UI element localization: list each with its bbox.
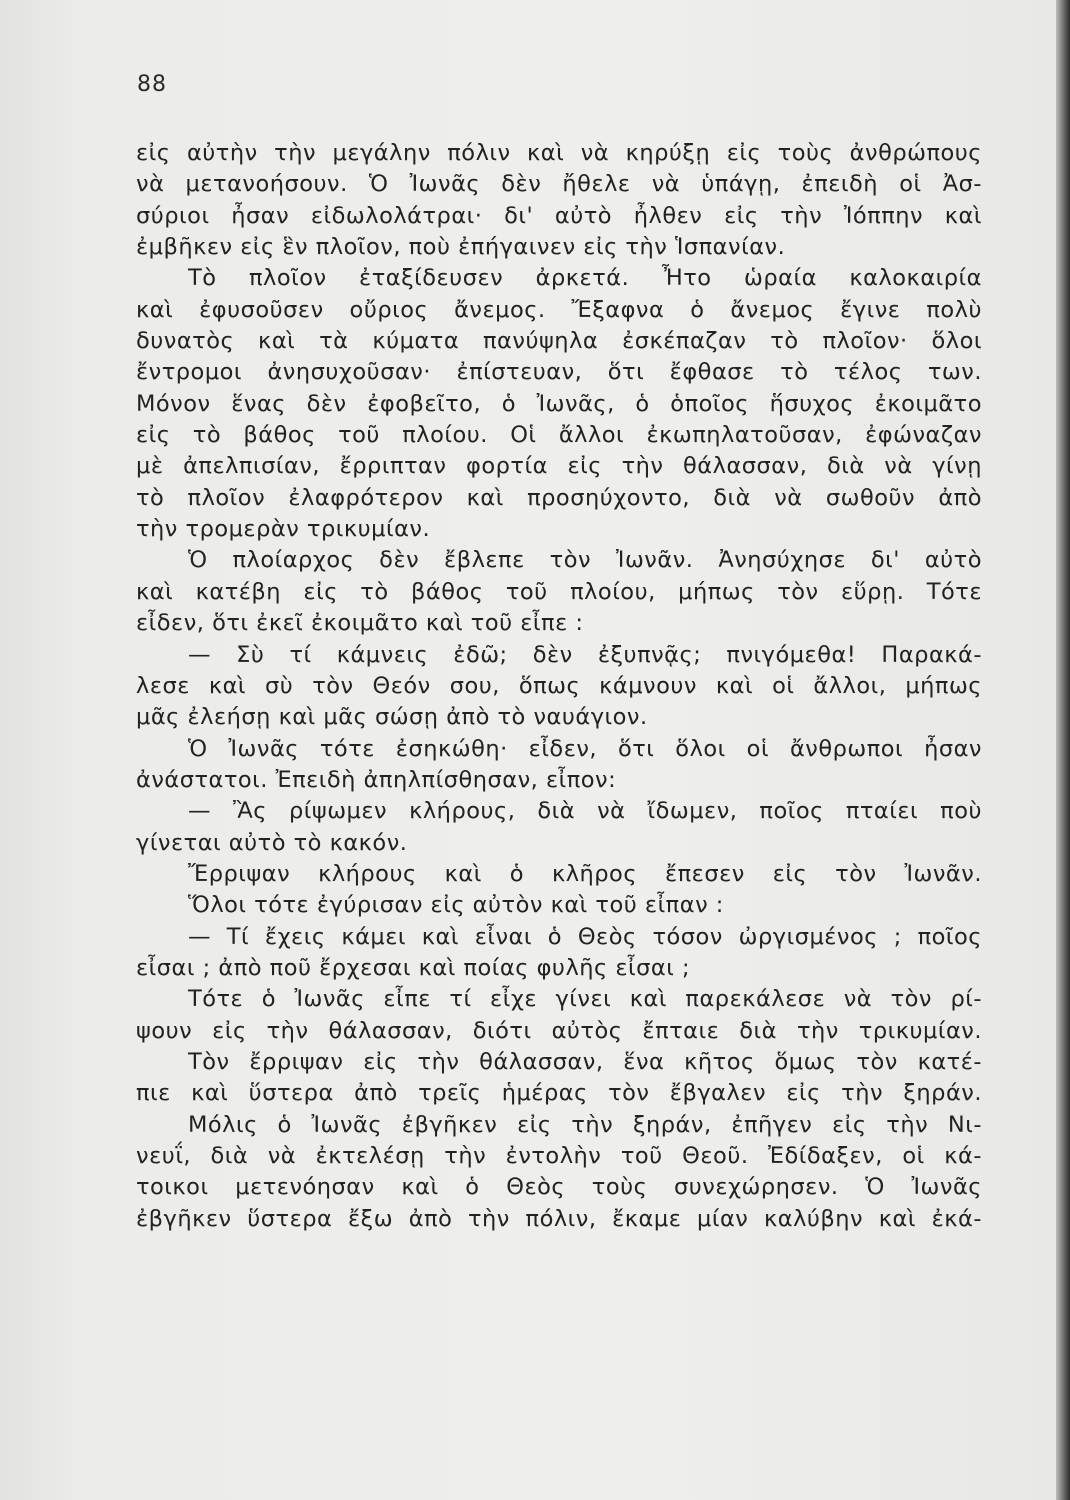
text-line: καὶ ἐφυσοῦσεν οὔριος ἄνεμος. Ἔξαφνα ὁ ἄνεμος ἔγινε πολὺ: [136, 296, 982, 323]
text-line: εἶσαι ; ἀπὸ ποῦ ἔρχεσαι καὶ ποίας φυλῆς εἶσαι ;: [136, 954, 691, 981]
text-line: Ἔρριψαν κλήρους καὶ ὁ κλῆρος ἔπεσεν εἰς τὸν Ἰωνᾶν.: [188, 860, 982, 887]
text-line: ἔντρομοι ἀνησυχοῦσαν· ἐπίστευαν, ὅτι ἔφθασε τὸ τέλος των.: [136, 359, 982, 386]
text-line: μὲ ἀπελπισίαν, ἔρριπταν φορτία εἰς τὴν θάλασσαν, διὰ νὰ γίνῃ: [136, 453, 982, 480]
text-line: ἐβγῆκεν ὕστερα ἔξω ἀπὸ τὴν πόλιν, ἔκαμε μίαν καλύβην καὶ ἐκά-: [136, 1205, 982, 1232]
text-line: Ὁ πλοίαρχος δὲν ἔβλεπε τὸν Ἰωνᾶν. Ἀνησύχησε δι' αὐτὸ: [188, 547, 982, 574]
text-line: εἶδεν, ὅτι ἐκεῖ ἐκοιμᾶτο καὶ τοῦ εἶπε :: [136, 610, 584, 637]
text-line: τοικοι μετενόησαν καὶ ὁ Θεὸς τοὺς συνεχώρησεν. Ὁ Ἰωνᾶς: [136, 1174, 982, 1201]
text-line: Ὁ Ἰωνᾶς τότε ἐσηκώθη· εἶδεν, ὅτι ὅλοι οἱ ἄνθρωποι ἦσαν: [188, 735, 982, 762]
text-line: ψουν εἰς τὴν θάλασσαν, διότι αὐτὸς ἔπταιε διὰ τὴν τρικυμίαν.: [136, 1017, 982, 1044]
body-text: [136, 138, 982, 1235]
text-line: τὸ πλοῖον ἐλαφρότερον καὶ προσηύχοντο, διὰ νὰ σωθοῦν ἀπὸ: [136, 484, 982, 511]
text-line: Τὸ πλοῖον ἐταξίδευσεν ἀρκετά. Ἦτο ὡραία καλοκαιρία: [188, 265, 982, 292]
text-line: μᾶς ἐλεήσῃ καὶ μᾶς σώσῃ ἀπὸ τὸ ναυάγιον.: [136, 704, 648, 731]
text-line: δυνατὸς καὶ τὰ κύματα πανύψηλα ἐσκέπαζαν τὸ πλοῖον· ὅλοι: [136, 328, 982, 355]
text-line: καὶ κατέβη εἰς τὸ βάθος τοῦ πλοίου, μήπως τὸν εὕρῃ. Τότε: [136, 578, 982, 605]
text-line: νὰ μετανοήσουν. Ὁ Ἰωνᾶς δὲν ἤθελε νὰ ὑπάγῃ, ἐπειδὴ οἱ Ἀσ-: [136, 171, 982, 198]
text-line: σύριοι ἦσαν εἰδωλολάτραι· δι' αὐτὸ ἦλθεν εἰς τὴν Ἰόππην καὶ: [136, 202, 982, 229]
text-line: λεσε καὶ σὺ τὸν Θεόν σου, ὅπως κάμνουν καὶ οἱ ἄλλοι, μήπως: [136, 672, 982, 699]
text-line: — Τί ἔχεις κάμει καὶ εἶναι ὁ Θεὸς τόσον ὠργισμένος ; ποῖος: [188, 923, 982, 950]
text-line: ἀνάστατοι. Ἐπειδὴ ἀπηλπίσθησαν, εἶπον:: [136, 766, 617, 793]
page-edge-shadow: [1056, 0, 1070, 1500]
page-number: 88: [137, 72, 167, 97]
text-line: — Σὺ τί κάμνεις ἐδῶ; δὲν ἐξυπνᾷς; πνιγόμεθα! Παρακά-: [188, 641, 982, 668]
text-line: Τότε ὁ Ἰωνᾶς εἶπε τί εἶχε γίνει καὶ παρεκάλεσε νὰ τὸν ρί-: [188, 986, 982, 1013]
text-line: γίνεται αὐτὸ τὸ κακόν.: [136, 829, 408, 856]
text-line: — Ἂς ρίψωμεν κλήρους, διὰ νὰ ἴδωμεν, ποῖος πταίει ποὺ: [188, 798, 982, 825]
text-line: εἰς τὸ βάθος τοῦ πλοίου. Οἱ ἄλλοι ἐκωπηλατοῦσαν, ἐφώναζαν: [136, 422, 982, 449]
text-line: τὴν τρομερὰν τρικυμίαν.: [136, 516, 431, 543]
text-line: Ὅλοι τότε ἐγύρισαν εἰς αὐτὸν καὶ τοῦ εἶπαν :: [188, 892, 724, 919]
text-line: Μόλις ὁ Ἰωνᾶς ἐβγῆκεν εἰς τὴν ξηράν, ἐπῆγεν εἰς τὴν Νι-: [188, 1111, 982, 1138]
text-line: εἰς αὐτὴν τὴν μεγάλην πόλιν καὶ νὰ κηρύξῃ εἰς τοὺς ἀνθρώπους: [136, 140, 982, 166]
text-line: Τὸν ἔρριψαν εἰς τὴν θάλασσαν, ἕνα κῆτος ὅμως τὸν κατέ-: [188, 1048, 982, 1075]
text-line: Μόνον ἕνας δὲν ἐφοβεῖτο, ὁ Ἰωνᾶς, ὁ ὁποῖος ἥσυχος ἐκοιμᾶτο: [136, 390, 982, 417]
text-line: πιε καὶ ὕστερα ἀπὸ τρεῖς ἡμέρας τὸν ἔβγαλεν εἰς τὴν ξηράν.: [136, 1080, 982, 1107]
text-line: νευΐ, διὰ νὰ ἐκτελέσῃ τὴν ἐντολὴν τοῦ Θεοῦ. Ἐδίδαξεν, οἱ κά-: [136, 1143, 982, 1169]
text-line: ἐμβῆκεν εἰς ἓν πλοῖον, ποὺ ἐπήγαινεν εἰς τὴν Ἱσπανίαν.: [136, 234, 786, 261]
